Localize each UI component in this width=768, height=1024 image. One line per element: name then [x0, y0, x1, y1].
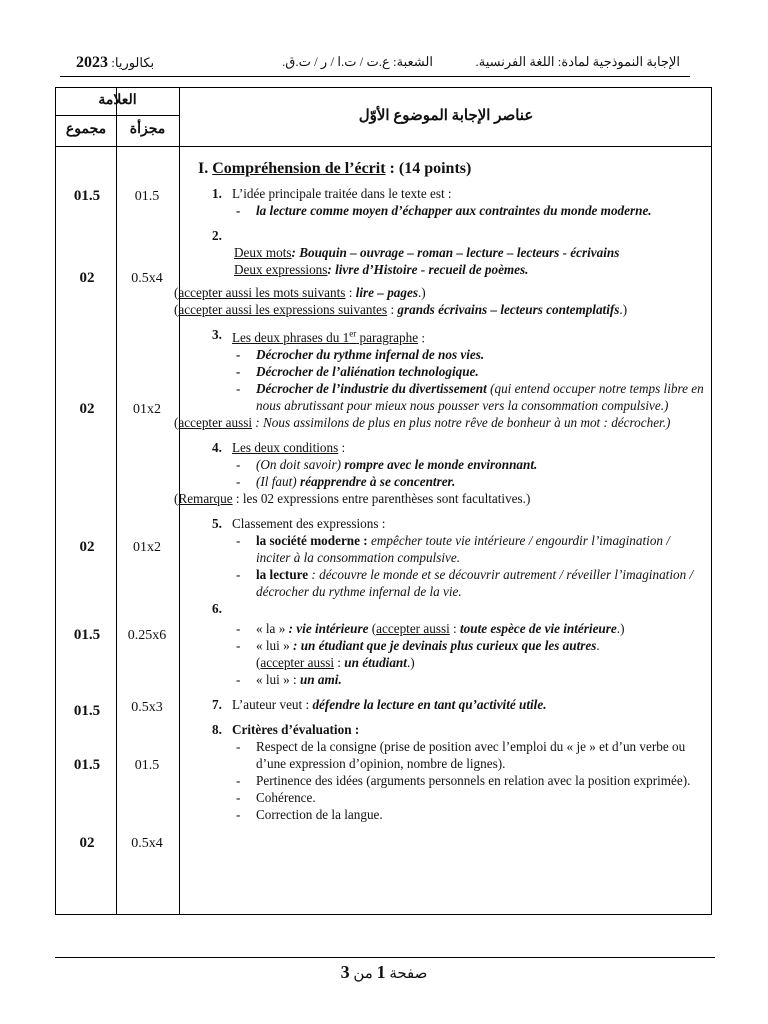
score-total: 02: [79, 539, 95, 555]
answer-item: - Décrocher de l’industrie du divertissement (qui entend occuper notre temps libre en nous abrutissant pour mieux nous pousser vers la consommation compulsive.): [234, 380, 704, 414]
year-value: 2023: [76, 54, 108, 71]
answer-content: [174, 158, 704, 823]
question-2: 2.: [212, 228, 222, 243]
question-6: 6.: [212, 601, 222, 617]
note: (accepter aussi les mots suivants : lire – pages.): [174, 285, 426, 300]
question-4: 4. Les deux conditions :: [212, 440, 346, 456]
score-part: 0.5x3: [131, 700, 163, 715]
answer-item: - (On doit savoir) rompre avec le monde environnant.: [234, 456, 704, 473]
note: (accepter aussi : Nous assimilons de plus en plus notre rêve de bonheur à un mot : décrocher.): [174, 415, 671, 431]
score-part: 0.5x4: [131, 836, 163, 851]
row-divider: [56, 115, 179, 116]
score-part: 01.5: [134, 758, 160, 773]
answer-item: Deux mots: Bouquin – ouvrage – roman – lecture – lecteurs - écrivains: [234, 245, 620, 260]
exam-year: [76, 54, 154, 72]
answer-item: - « lui » : un ami.: [234, 671, 704, 688]
score-part: 0.5x4: [131, 271, 163, 286]
answer-item: - Respect de la consigne (prise de position avec l’emploi du « je » et d’un verbe ou d’une expression d’opinion, nombre de lignes).: [234, 738, 704, 772]
score-part: 01.5: [134, 189, 160, 204]
score-part: 01x2: [133, 540, 161, 555]
note: (Remarque : les 02 expressions entre parenthèses sont facultatives.): [174, 491, 531, 507]
total-header: مجموع: [65, 122, 107, 137]
answer-item: - Pertinence des idées (arguments personnels en relation avec la position exprimée).: [234, 772, 704, 789]
score-total: 02: [79, 835, 95, 851]
branch-label: الشعبة: ع.ت / ت.ا / ر / ت.ق.: [282, 54, 433, 69]
answer-table: [55, 87, 712, 915]
answer-item: - Cohérence.: [234, 789, 704, 806]
question-7: 7. L’auteur veut : défendre la lecture en tant qu’activité utile.: [212, 697, 547, 713]
answer-item: - Correction de la langue.: [234, 806, 704, 823]
question-1: 1. L’idée principale traitée dans le texte est :: [212, 186, 452, 201]
elements-header: عناصر الإجابة الموضوع الأوّل: [358, 108, 534, 124]
answer-item: - Décrocher du rythme infernal de nos vies.: [234, 346, 704, 363]
answer-item: - Décrocher de l’aliénation technologique.: [234, 363, 704, 380]
subject-label: الإجابة النموذجية لمادة: اللغة الفرنسية.: [475, 54, 680, 69]
page-header: [60, 50, 690, 77]
score-part: 01x2: [133, 402, 161, 417]
question-3: 3. Les deux phrases du 1er paragraphe :: [212, 327, 426, 346]
bac-label: بكالوريا:: [111, 55, 155, 70]
row-divider: [56, 146, 711, 147]
page-number: صفحة 1 من 3: [340, 962, 428, 982]
grade-header: العلامة: [98, 93, 137, 108]
question-5: 5. Classement des expressions :: [212, 516, 386, 532]
answer-item: - la lecture comme moyen d’échapper aux contraintes du monde moderne.: [234, 202, 704, 219]
column-divider: [116, 88, 117, 914]
score-total: 01.5: [73, 627, 101, 643]
answer-item: - la société moderne : empêcher toute vie intérieure / engourdir l’imagination / inciter à la consommation compulsive.: [234, 532, 704, 566]
answer-item: Deux expressions: livre d’Histoire - recueil de poèmes.: [234, 262, 529, 277]
score-total: 02: [79, 401, 95, 417]
answer-item: - (Il faut) réapprendre à se concentrer.: [234, 473, 704, 490]
note: (accepter aussi les expressions suivantes : grands écrivains – lecteurs contemplatifs.): [174, 302, 628, 317]
answer-item: - la lecture : découvre le monde et se découvrir autrement / réveiller l’imagination / décrocher du rythme infernal de la vie.: [234, 566, 704, 600]
answer-item: - « lui » : un étudiant que je devinais plus curieux que les autres. (accepter aussi : un étudiant.): [234, 637, 704, 671]
score-total: 01.5: [73, 757, 101, 773]
section-title: I. Compréhension de l’écrit : (14 points): [198, 160, 472, 177]
question-8: 8. Critères d’évaluation :: [212, 722, 360, 738]
score-total: 02: [79, 270, 95, 286]
score-total: 01.5: [73, 703, 101, 719]
partial-header: مجزأة: [129, 122, 166, 137]
footer-divider: [55, 957, 715, 958]
score-part: 0.25x6: [127, 628, 167, 643]
score-total: 01.5: [73, 188, 101, 204]
answer-item: - « la » : vie intérieure (accepter aussi : toute espèce de vie intérieure.): [234, 620, 704, 637]
